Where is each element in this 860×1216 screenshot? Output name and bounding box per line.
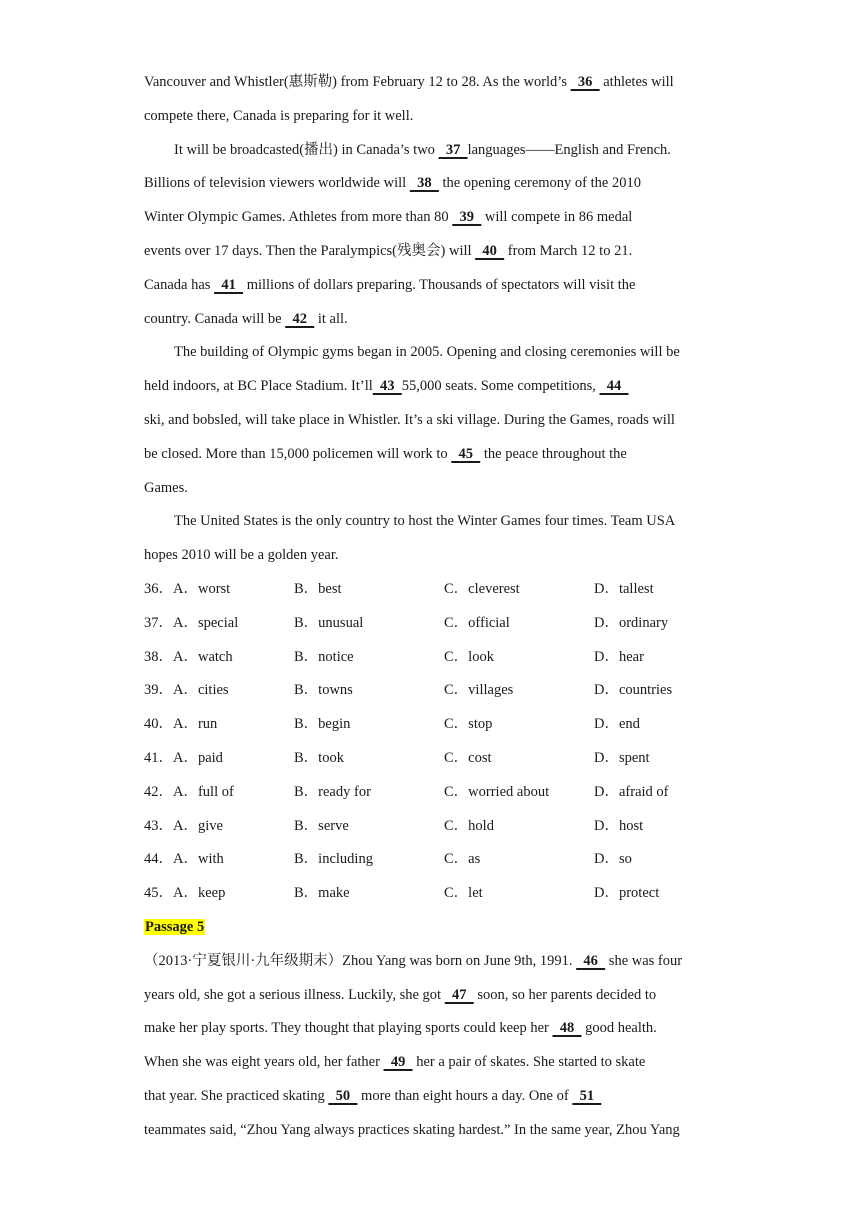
option-b: B．including [294, 851, 373, 868]
passage-5-line [144, 1080, 720, 1114]
passage-5-line [144, 1046, 720, 1080]
text-segment: that year. She practiced skating [144, 1087, 329, 1104]
passage-4-line [144, 167, 720, 201]
option-d: D．countries [594, 682, 673, 699]
text-segment: hopes 2010 will be a golden year. [144, 547, 339, 564]
option-b: B．towns [294, 682, 353, 699]
text-segment: 55,000 seats. Some competitions, [401, 378, 600, 395]
text-segment: the peace throughout the [480, 445, 627, 462]
option-c: C．worried about [444, 783, 550, 800]
text-segment: soon, so her parents decided to [473, 986, 657, 1003]
option-a: 39．A．cities [144, 682, 229, 699]
option-c: C．look [444, 648, 494, 665]
option-d: D．so [594, 851, 632, 868]
passage-4-line [144, 66, 720, 100]
text-segment: （2013·宁夏银川·九年级期末）Zhou Yang was born on June 9th, 1991. [144, 952, 577, 969]
option-row [144, 607, 720, 641]
passage-5-line [144, 1114, 720, 1148]
option-d: D．afraid of [594, 783, 669, 800]
text-segment: country. Canada will be [144, 310, 286, 327]
text-segment: events over 17 days. Then the Paralympics(残奥会) will [144, 242, 476, 259]
blank-43: 43 [372, 378, 402, 395]
text-segment: good health. [581, 1020, 657, 1037]
blank-44: 44 [599, 378, 629, 395]
option-row [144, 708, 720, 742]
document-page [144, 66, 720, 1148]
option-a: 43．A．give [144, 817, 223, 834]
option-row [144, 742, 720, 776]
option-b: B．make [294, 885, 350, 902]
text-segment: will compete in 86 medal [481, 209, 633, 226]
blank-50: 50 [328, 1087, 358, 1104]
blank-51: 51 [572, 1087, 602, 1104]
text-segment: teammates said, “Zhou Yang always practices skating hardest.” In the same year, Zhou Yang [144, 1121, 680, 1138]
option-b: B．took [294, 749, 344, 766]
blank-49: 49 [383, 1054, 413, 1071]
passage-4-line [144, 539, 720, 573]
text-segment: Canada has [144, 276, 215, 293]
option-d: D．ordinary [594, 614, 669, 631]
passage-5-heading: Passage 5 [145, 918, 205, 935]
passage-4-line [144, 438, 720, 472]
option-b: B．ready for [294, 783, 371, 800]
option-d: D．end [594, 716, 640, 733]
passage-4-line [144, 303, 720, 337]
option-c: C．as [444, 851, 481, 868]
passage-4-line [144, 404, 720, 438]
passage-4-line [144, 100, 720, 134]
option-d: D．hear [594, 648, 644, 665]
text-segment: from March 12 to 21. [504, 242, 633, 259]
passage-5-line [144, 945, 720, 979]
blank-45: 45 [451, 445, 481, 462]
passage-4-line [144, 134, 720, 168]
text-segment: Games. [144, 479, 188, 496]
passage-4-line [144, 201, 720, 235]
passage-5-heading-line [144, 911, 720, 945]
option-a: 36．A．worst [144, 580, 231, 597]
text-segment: compete there, Canada is preparing for it well. [144, 107, 414, 124]
option-b: B．serve [294, 817, 349, 834]
passage-4-line [144, 505, 720, 539]
passage-5-body [144, 945, 720, 1148]
text-segment: years old, she got a serious illness. Luckily, she got [144, 986, 445, 1003]
text-segment: When she was eight years old, her father [144, 1054, 384, 1071]
text-segment: The United States is the only country to host the Winter Games four times. Team USA [174, 513, 676, 530]
blank-36: 36 [570, 74, 600, 90]
passage-4-body [144, 66, 720, 573]
text-segment: athletes will [599, 74, 674, 90]
blank-41: 41 [214, 276, 244, 293]
passage-5-line [144, 1012, 720, 1046]
passage-4-line [144, 235, 720, 269]
text-segment: it all. [314, 310, 348, 327]
text-segment: Billions of television viewers worldwide will [144, 175, 410, 192]
option-a: 42．A．full of [144, 783, 234, 800]
option-c: C．hold [444, 817, 494, 834]
passage-5-line [144, 979, 720, 1013]
text-segment: ski, and bobsled, will take place in Whistler. It’s a ski village. During the Games, roads will [144, 411, 675, 428]
passage-4-line [144, 370, 720, 404]
passage-4-line [144, 472, 720, 506]
option-row [144, 877, 720, 911]
option-b: B．notice [294, 648, 354, 665]
text-segment: her a pair of skates. She started to skate [412, 1054, 646, 1071]
blank-47: 47 [444, 986, 474, 1003]
option-a: 38．A．watch [144, 648, 233, 665]
option-c: C．official [444, 614, 510, 631]
option-c: C．cleverest [444, 580, 520, 597]
text-segment: It will be broadcasted(播出) in Canada’s two [174, 141, 439, 158]
text-segment: be closed. More than 15,000 policemen will work to [144, 445, 452, 462]
option-a: 44．A．with [144, 851, 224, 868]
option-d: D．protect [594, 885, 660, 902]
option-d: D．tallest [594, 580, 654, 597]
blank-40: 40 [475, 242, 505, 259]
blank-48: 48 [552, 1020, 582, 1037]
blank-46: 46 [576, 952, 606, 969]
option-row [144, 843, 720, 877]
option-row [144, 641, 720, 675]
passage-4-line [144, 269, 720, 303]
option-row [144, 674, 720, 708]
option-b: B．begin [294, 716, 351, 733]
blank-38: 38 [409, 175, 439, 192]
blank-42: 42 [285, 310, 315, 327]
text-segment: Vancouver and Whistler(惠斯勒) from February 12 to 28. As the world’s [144, 74, 571, 90]
option-d: D．spent [594, 749, 650, 766]
option-c: C．let [444, 885, 483, 902]
text-segment: she was four [605, 952, 683, 969]
options-list [144, 573, 720, 911]
text-segment: make her play sports. They thought that playing sports could keep her [144, 1020, 553, 1037]
blank-37: 37 [438, 141, 468, 158]
blank-39: 39 [452, 209, 482, 226]
option-a: 45．A．keep [144, 885, 226, 902]
option-row [144, 776, 720, 810]
option-a: 41．A．paid [144, 749, 223, 766]
option-b: B．best [294, 580, 342, 597]
option-a: 37．A．special [144, 614, 239, 631]
option-row [144, 573, 720, 607]
text-segment: held indoors, at BC Place Stadium. It’ll [144, 378, 373, 395]
text-segment: the opening ceremony of the 2010 [438, 175, 641, 192]
passage-4-line [144, 336, 720, 370]
option-c: C．villages [444, 682, 514, 699]
option-a: 40．A．run [144, 716, 218, 733]
text-segment: languages——English and French. [467, 141, 671, 158]
option-b: B．unusual [294, 614, 364, 631]
text-segment: more than eight hours a day. One of [357, 1087, 573, 1104]
text-segment: The building of Olympic gyms began in 2005. Opening and closing ceremonies will be [174, 344, 680, 361]
option-d: D．host [594, 817, 644, 834]
option-c: C．stop [444, 716, 493, 733]
option-c: C．cost [444, 749, 492, 766]
option-row [144, 810, 720, 844]
text-segment: Winter Olympic Games. Athletes from more than 80 [144, 209, 453, 226]
text-segment: millions of dollars preparing. Thousands of spectators will visit the [243, 276, 636, 293]
